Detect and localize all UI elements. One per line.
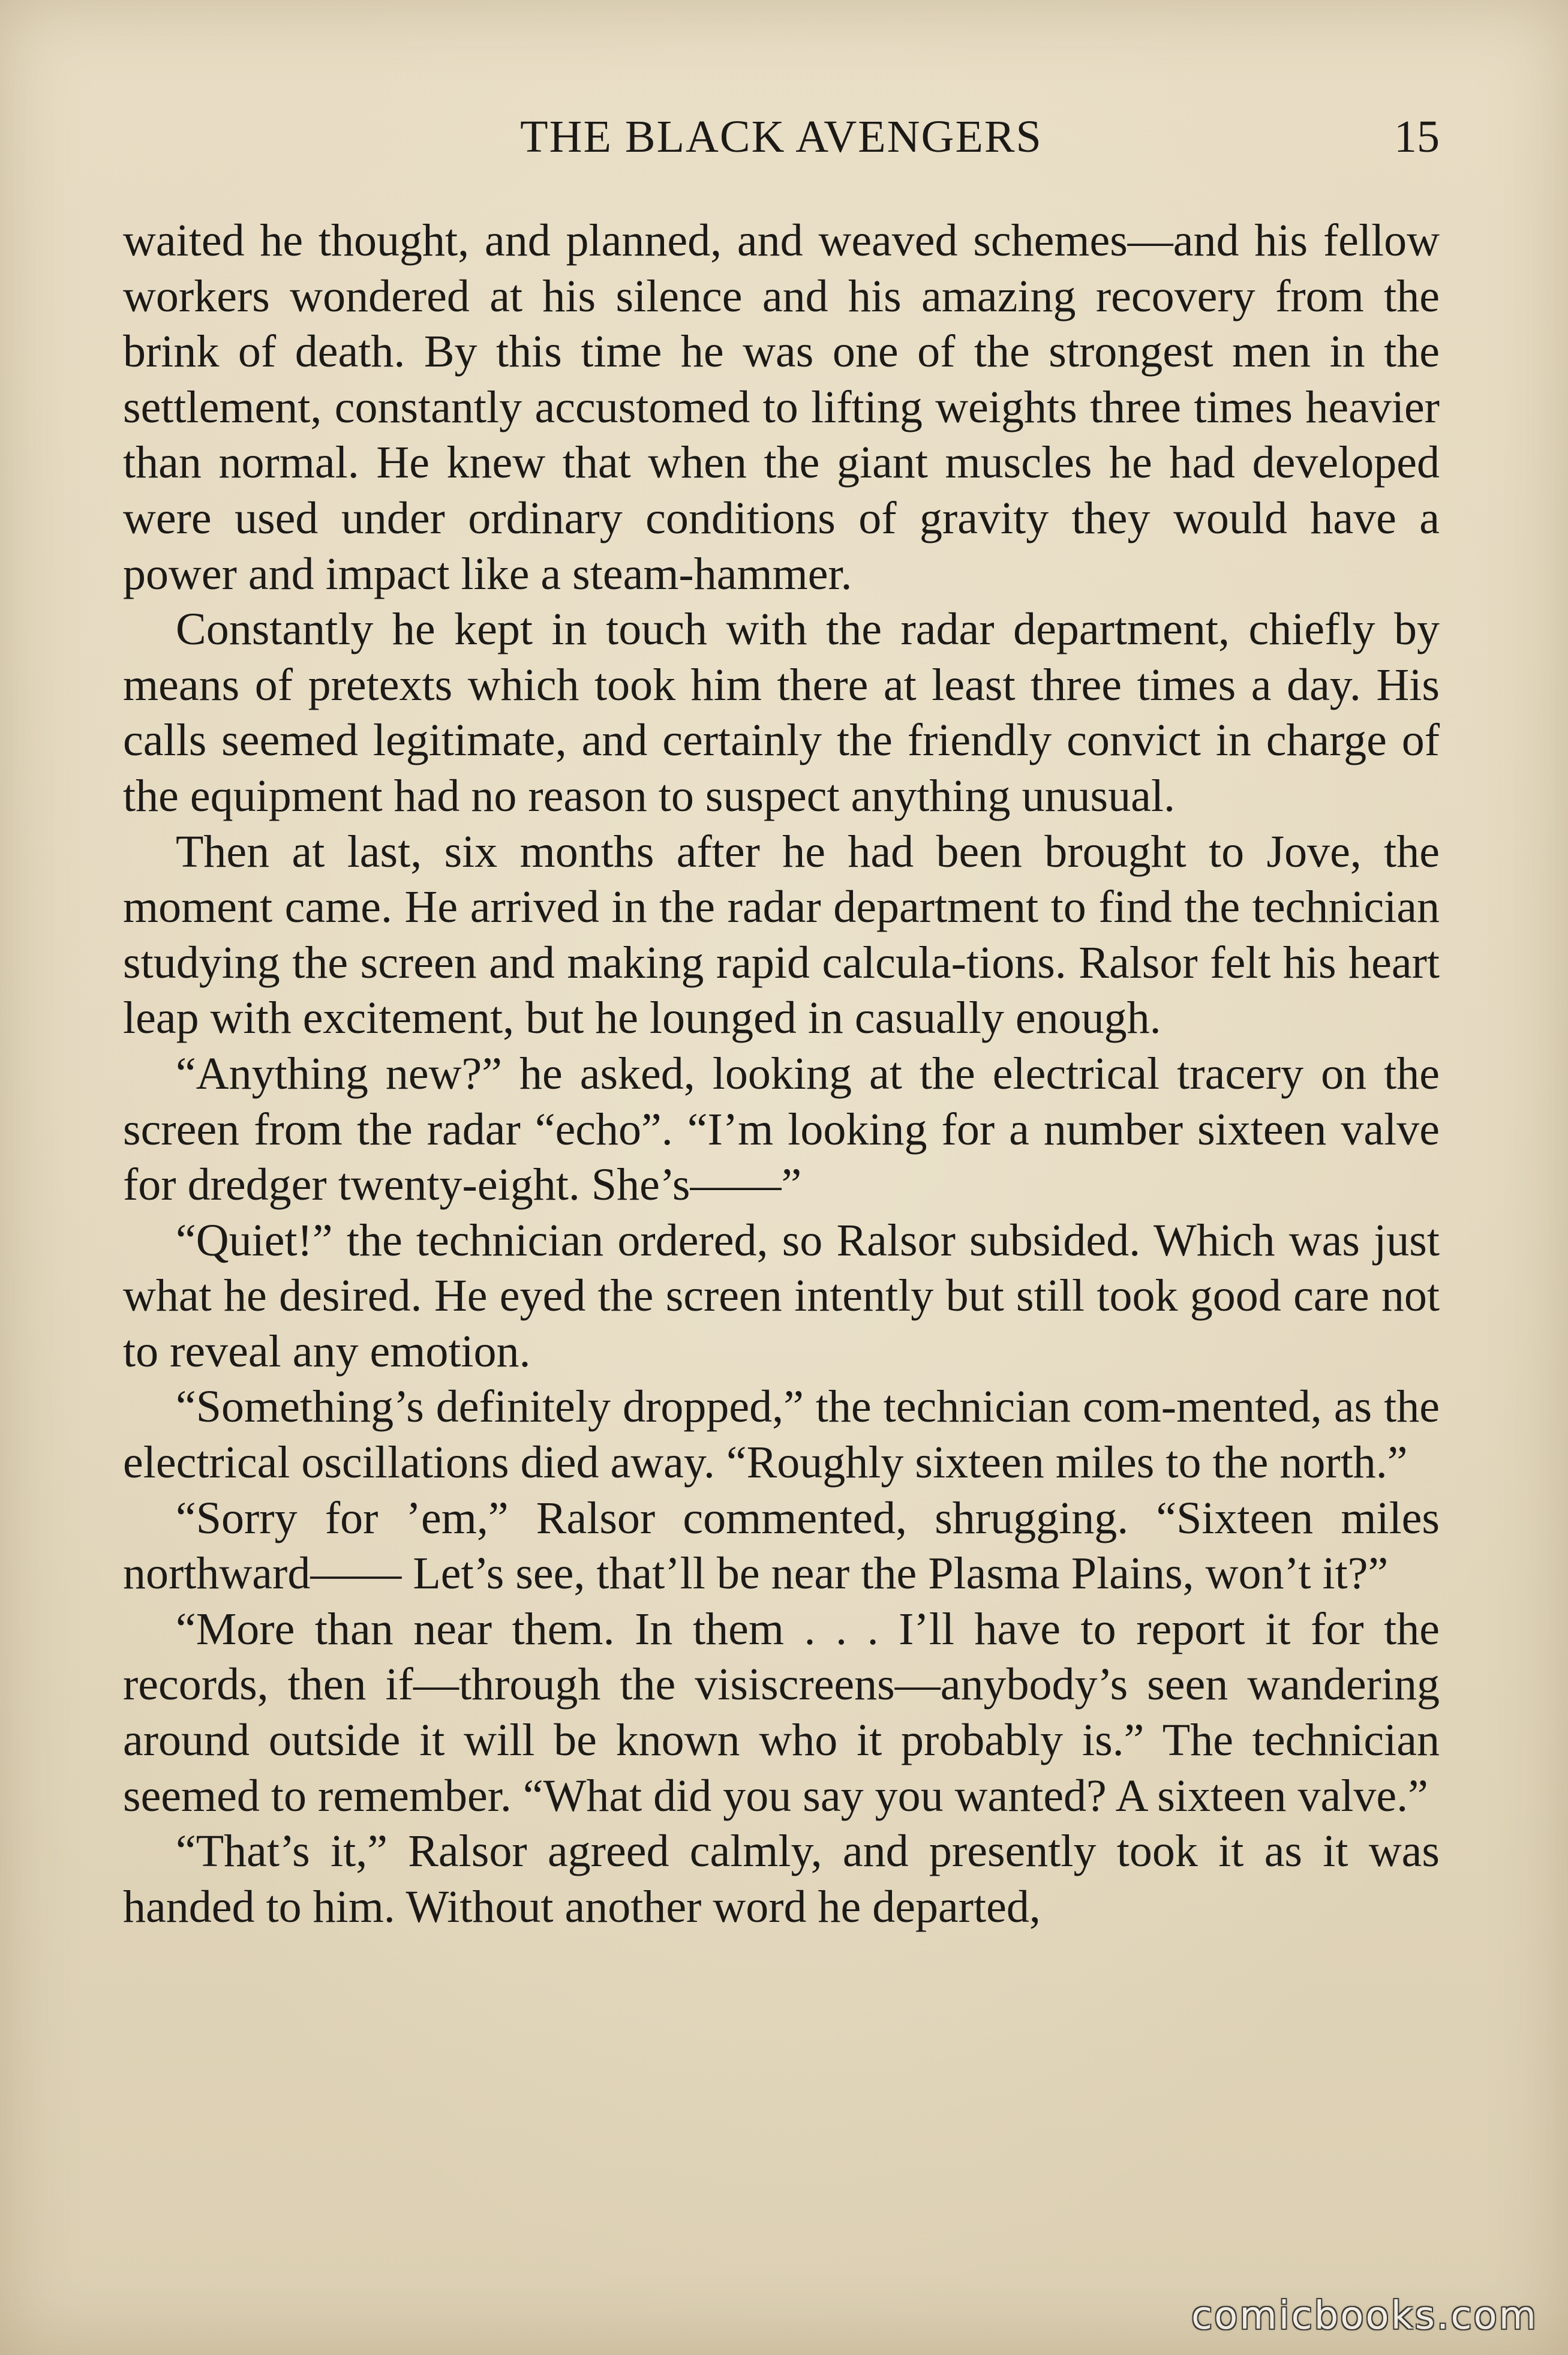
paragraph: “Something’s definitely dropped,” the technician com-mented, as the electrical oscillations died away. “Roughly sixteen miles to the north.” [123,1381,1440,1488]
paragraph: “That’s it,” Ralsor agreed calmly, and presently took it as it was handed to him. Without another word he departed, [123,1826,1440,1932]
running-title: THE BLACK AVENGERS [520,112,1043,162]
running-header [123,101,1440,173]
paragraph: waited he thought, and planned, and weaved schemes—and his fellow workers wondered at his silence and his amazing recovery from the brink of death. By this time he was one of the strongest men in the settlement, constantly accustomed to lifting weights three times heavier than normal. He knew that when the giant muscles he had developed were used under ordinary conditions of gravity they would have a power and impact like a steam-hammer. [123,215,1440,599]
paragraph: “Sorry for ’em,” Ralsor commented, shrugging. “Sixteen miles northward—— Let’s see, that’ll be near the Plasma Plains, won’t it?” [123,1492,1440,1599]
page-number: 15 [1394,112,1440,162]
paragraph: “Quiet!” the technician ordered, so Ralsor subsided. Which was just what he desired. He eyed the screen intently but still took good care not to reveal any emotion. [123,1215,1440,1377]
paragraph: Constantly he kept in touch with the radar department, chiefly by means of pretexts which took him there at least three times a day. His calls seemed legitimate, and certainly the friendly convict in charge of the equipment had no reason to suspect anything unusual. [123,604,1440,821]
paragraph: “Anything new?” he asked, looking at the electrical tracery on the screen from the radar “echo”. “I’m looking for a number sixteen valve for dredger twenty-eight. She’s——” [123,1048,1440,1210]
body-text [123,213,1440,1935]
paragraph: “More than near them. In them . . . I’ll have to report it for the records, then if—through the visiscreens—anybody’s seen wandering around outside it will be known who it probably is.” The technician seemed to remember. “What did you say you wanted? A sixteen valve.” [123,1603,1440,1821]
watermark: comicbooks.com [1191,2294,1538,2338]
paragraph: Then at last, six months after he had been brought to Jove, the moment came. He arrived in the radar department to find the technician studying the screen and making rapid calcula-tions. Ralsor felt his heart leap with excitement, but he lounged in casually enough. [123,826,1440,1044]
